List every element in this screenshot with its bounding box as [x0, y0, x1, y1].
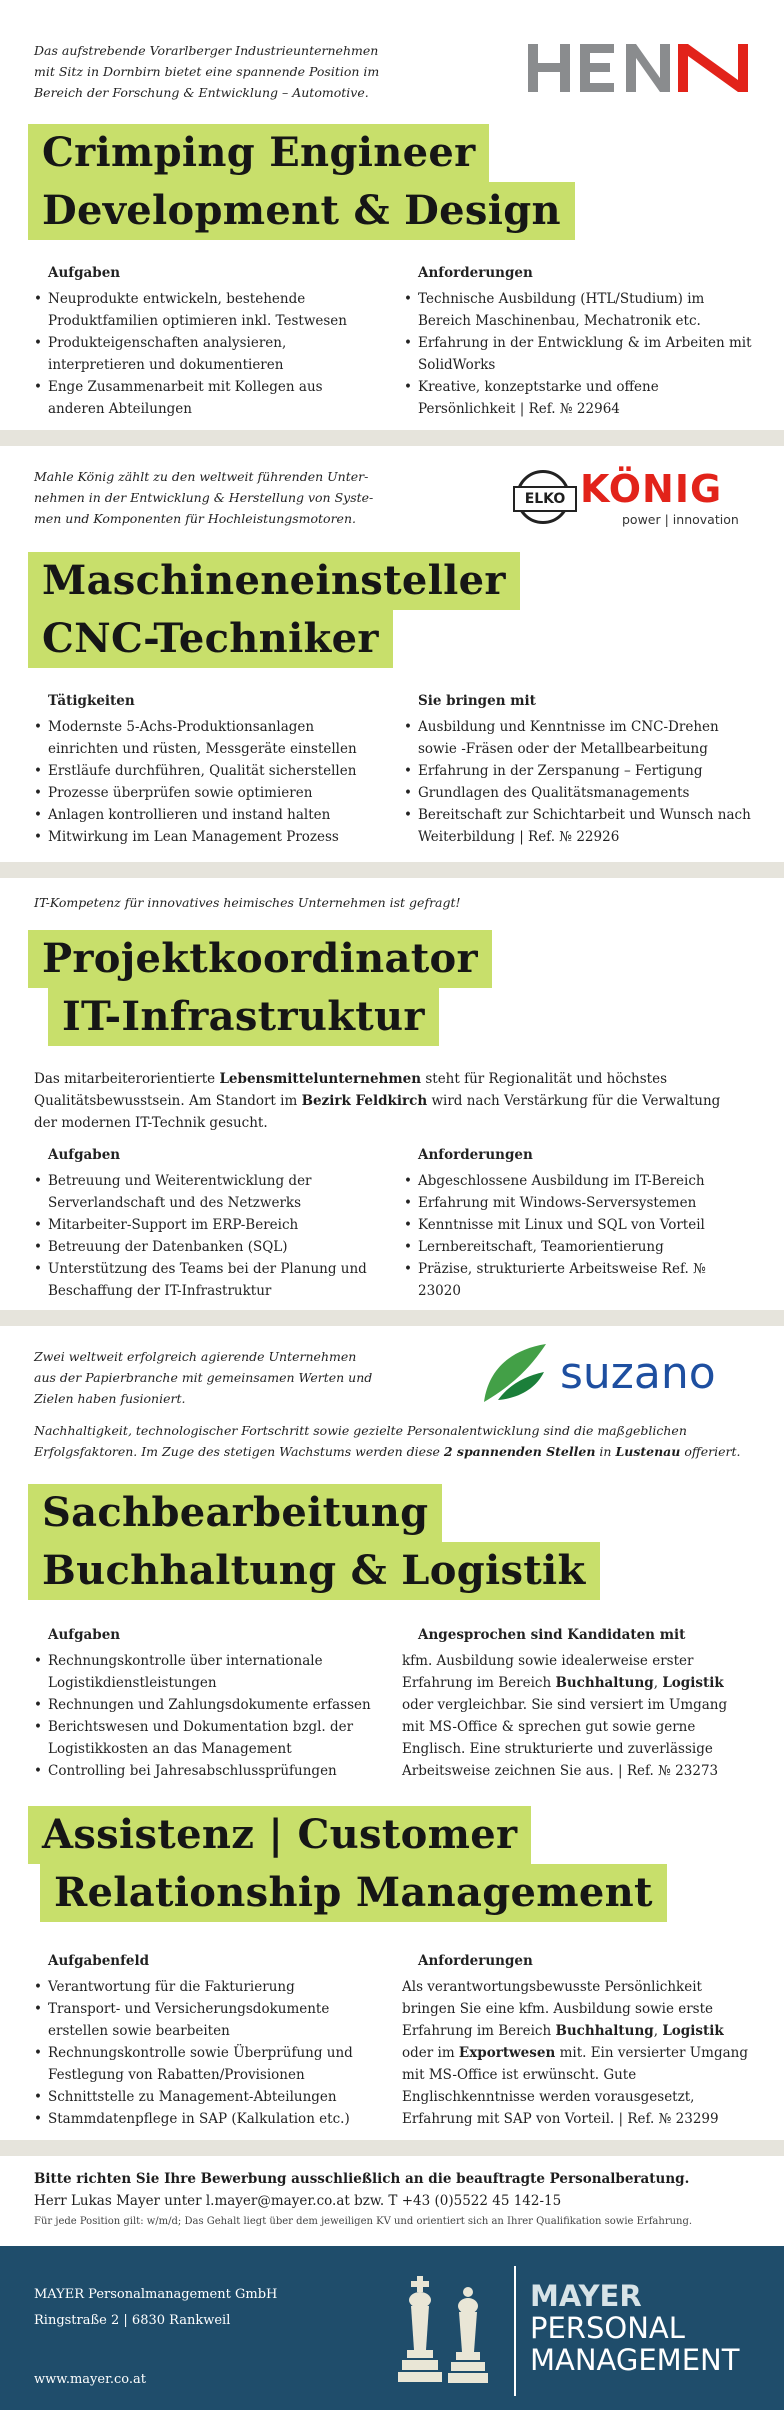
list-item: • Grundlagen des Qualitätsmanagements — [402, 782, 752, 804]
list-item: • Bereitschaft zur Schichtarbeit und Wunsch nach Weiterbildung | Ref. № 22926 — [402, 804, 752, 848]
list-item: • Technische Ausbildung (HTL/Studium) im Bereich Maschinenbau, Mechatronik etc. — [402, 288, 752, 332]
list-item: • Ausbildung und Kenntnisse im CNC-Drehen sowie -Fräsen oder der Metallbearbeitung — [402, 716, 752, 760]
list-item: • Mitwirkung im Lean Management Prozess — [32, 826, 382, 848]
list-item: • Mitarbeiter-Support im ERP-Bereich — [32, 1214, 382, 1236]
footer — [0, 2246, 784, 2410]
list-item: • Prozesse überprüfen sowie optimieren — [32, 782, 382, 804]
list-item: • Anlagen kontrollieren und instand halten — [32, 804, 382, 826]
apply-section: Bitte richten Sie Ihre Bewerbung ausschließlich an die beauftragte Personalberatung. Herr Lukas Mayer unter l.mayer@mayer.co.at bzw. T +43 (0)5522 45 142-15 Für jede Position gilt: w/m/d; Das Gehalt liegt über dem jeweiligen KV und orientiert sich an Ihrer Qualifikation sowie Erfahrung. — [34, 2171, 693, 2227]
list-item: • Modernste 5-Achs-Produktionsanlagen einrichten und rüsten, Messgeräte einstellen — [32, 716, 382, 760]
separator — [0, 862, 784, 878]
list-item: • Enge Zusammenarbeit mit Kollegen aus anderen Abteilungen — [32, 376, 382, 420]
footer-address: MAYER Personalmanagement GmbH Ringstraße 2 | 6830 Rankweil — [34, 2287, 278, 2328]
list-item: • Erstläufe durchführen, Qualität sicherstellen — [32, 760, 382, 782]
suzano-logo: suzano — [478, 1340, 758, 1410]
job4-requirements: Angesprochen sind Kandidaten mit kfm. Ausbildung sowie idealerweise erster Erfahrung im Bereich Buchhaltung, Logistik oder vergleichbar. Sie sind versiert im Umgang mit MS-Office & sprechen gut sowie gerne Englisch. Eine strukturierte und zuverlässige Arbeitsweise zeichnen Sie aus. | Ref. № 23273 — [402, 1627, 728, 1779]
job2-tasks: Tätigkeiten • Modernste 5-Achs-Produktionsanlagen einrichten und rüsten, Messgeräte einstellen • Erstläufe durchführen, Qualität sicherstellen • Prozesse überprüfen sowie optimieren • Anlagen kontrollieren und instand halten • Mitwirkung im Lean Management Prozess — [32, 690, 382, 848]
list-item: • Neuprodukte entwickeln, bestehende Produktfamilien optimieren inkl. Testwesen — [32, 288, 382, 332]
job5-tasks: Aufgabenfeld • Verantwortung für die Fakturierung • Transport- und Versicherungsdokumente erstellen sowie bearbeiten • Rechnungskontrolle sowie Überprüfung und Festlegung von Rabatten/Provisionen • Schnittstelle zu Management-Abteilungen • Stammdatenpflege in SAP (Kalkulation etc.) — [32, 1950, 382, 2130]
job5-title: Assistenz | Customer Relationship Management — [28, 1806, 667, 1922]
job4-title: Sachbearbeitung Buchhaltung & Logistik — [28, 1484, 600, 1600]
footer-divider — [514, 2266, 516, 2396]
list-item: • Transport- und Versicherungsdokumente erstellen sowie bearbeiten — [32, 1998, 382, 2042]
job4-description: Nachhaltigkeit, technologischer Fortschritt sowie gezielte Personalentwicklung sind die maßgeblichen Erfolgsfaktoren. Im Zuge des stetigen Wachstums werden diese 2 spannenden Stellen in Lustenau offeriert. — [34, 1423, 741, 1459]
separator — [0, 430, 784, 446]
list-item: • Rechnungskontrolle sowie Überprüfung und Festlegung von Rabatten/Provisionen — [32, 2042, 382, 2086]
job5-requirements: Anforderungen Als verantwortungsbewusste Persönlichkeit bringen Sie eine kfm. Ausbildung sowie erste Erfahrung im Bereich Buchhaltung, Logistik oder im Exportwesen mit. Ein versierter Umgang mit MS-Office ist erwünscht. Gute Englischkenntnisse werden vorausgesetzt, Erfahrung mit SAP von Vorteil. | Ref. № 23299 — [402, 1953, 748, 2127]
list-item: • Erfahrung in der Zerspanung – Fertigung — [402, 760, 752, 782]
job2-requirements: Sie bringen mit • Ausbildung und Kenntnisse im CNC-Drehen sowie -Fräsen oder der Metallbearbeitung • Erfahrung in der Zerspanung – Fertigung • Grundlagen des Qualitätsmanagements • Bereitschaft zur Schichtarbeit und Wunsch nach Weiterbildung | Ref. № 22926 — [402, 690, 752, 848]
list-item: • Lernbereitschaft, Teamorientierung — [402, 1236, 752, 1258]
list-item: • Abgeschlossene Ausbildung im IT-Bereich — [402, 1170, 752, 1192]
list-item: • Rechnungskontrolle über internationale Logistikdienstleistungen — [32, 1650, 382, 1694]
leaf-icon — [478, 1342, 550, 1406]
list-item: • Berichtswesen und Dokumentation bzgl. der Logistikkosten an das Management — [32, 1716, 382, 1760]
job1-intro: Das aufstrebende Vorarlberger Industrieunternehmen mit Sitz in Dornbirn bietet eine spannende Position im Bereich der Forschung & Entwicklung – Automotive. — [34, 43, 380, 100]
list-item: • Verantwortung für die Fakturierung — [32, 1976, 382, 1998]
list-item: • Rechnungen und Zahlungsdokumente erfassen — [32, 1694, 382, 1716]
job3-intro: IT-Kompetenz für innovatives heimisches Unternehmen ist gefragt! — [34, 895, 461, 910]
job4-intro: Zwei weltweit erfolgreich agierende Unternehmen aus der Papierbranche mit gemeinsamen Werten und Zielen haben fusioniert. — [34, 1349, 373, 1406]
list-item: • Kreative, konzeptstarke und offene Persönlichkeit | Ref. № 22964 — [402, 376, 752, 420]
list-item: • Produkteigenschaften analysieren, interpretieren und dokumentieren — [32, 332, 382, 376]
separator — [0, 2140, 784, 2156]
chess-king-icon — [398, 2276, 442, 2386]
job3-description: Das mitarbeiterorientierte Lebensmittelunternehmen steht für Regionalität und höchstes Qualitätsbewusstsein. Am Standort im Bezirk Feldkirch wird nach Verstärkung für die Verwaltung der modernen IT-Technik gesucht. — [34, 1071, 721, 1131]
website-link[interactable]: www.mayer.co.at — [34, 2372, 146, 2387]
list-item: • Kenntnisse mit Linux und SQL von Vorteil — [402, 1214, 752, 1236]
koenig-logo: ELKO KÖNIG power | innovation — [516, 466, 756, 532]
list-item: • Schnittstelle zu Management-Abteilungen — [32, 2086, 382, 2108]
job2-intro: Mahle König zählt zu den weltweit führenden Unter- nehmen in der Entwicklung & Herstellung von Syste- men und Komponenten für Hochleistungsmotoren. — [34, 469, 374, 526]
job4-tasks: Aufgaben • Rechnungskontrolle über internationale Logistikdienstleistungen • Rechnungen und Zahlungsdokumente erfassen • Berichtswesen und Dokumentation bzgl. der Logistikkosten an das Management • Controlling bei Jahresabschlussprüfungen — [32, 1624, 382, 1782]
elko-badge: ELKO — [516, 470, 570, 524]
list-item: • Betreuung der Datenbanken (SQL) — [32, 1236, 382, 1258]
list-item: • Erfahrung mit Windows-Serversystemen — [402, 1192, 752, 1214]
job1-requirements: Anforderungen • Technische Ausbildung (HTL/Studium) im Bereich Maschinenbau, Mechatronik etc. • Erfahrung in der Entwicklung & im Arbeiten mit SolidWorks • Kreative, konzeptstarke und offene Persönlichkeit | Ref. № 22964 — [402, 262, 752, 420]
list-item: • Erfahrung in der Entwicklung & im Arbeiten mit SolidWorks — [402, 332, 752, 376]
list-item: • Unterstützung des Teams bei der Planung und Beschaffung der IT-Infrastruktur — [32, 1258, 382, 1302]
list-item: • Betreuung und Weiterentwicklung der Serverlandschaft und des Netzwerks — [32, 1170, 382, 1214]
separator — [0, 1310, 784, 1326]
job2-title: Maschineneinsteller CNC-Techniker — [28, 552, 520, 668]
list-item: • Präzise, strukturierte Arbeitsweise Ref. № 23020 — [402, 1258, 752, 1302]
job3-title: Projektkoordinator IT-Infrastruktur — [28, 930, 492, 1046]
list-item: • Controlling bei Jahresabschlussprüfungen — [32, 1760, 382, 1782]
footer-brand: MAYER PERSONAL MANAGEMENT — [530, 2279, 740, 2377]
henn-logo — [526, 40, 752, 96]
list-item: • Stammdatenpflege in SAP (Kalkulation etc.) — [32, 2108, 382, 2130]
chess-queen-icon — [448, 2286, 488, 2386]
job3-requirements: Anforderungen • Abgeschlossene Ausbildung im IT-Bereich • Erfahrung mit Windows-Serversystemen • Kenntnisse mit Linux und SQL von Vorteil • Lernbereitschaft, Teamorientierung • Präzise, strukturierte Arbeitsweise Ref. № 23020 — [402, 1144, 752, 1302]
job1-tasks: Aufgaben • Neuprodukte entwickeln, bestehende Produktfamilien optimieren inkl. Testwesen • Produkteigenschaften analysieren, interpretieren und dokumentieren • Enge Zusammenarbeit mit Kollegen aus anderen Abteilungen — [32, 262, 382, 420]
job3-tasks: Aufgaben • Betreuung und Weiterentwicklung der Serverlandschaft und des Netzwerks • Mitarbeiter-Support im ERP-Bereich • Betreuung der Datenbanken (SQL) • Unterstützung des Teams bei der Planung und Beschaffung der IT-Infrastruktur — [32, 1144, 382, 1302]
job1-title: Crimping Engineer Development & Design — [28, 124, 575, 240]
